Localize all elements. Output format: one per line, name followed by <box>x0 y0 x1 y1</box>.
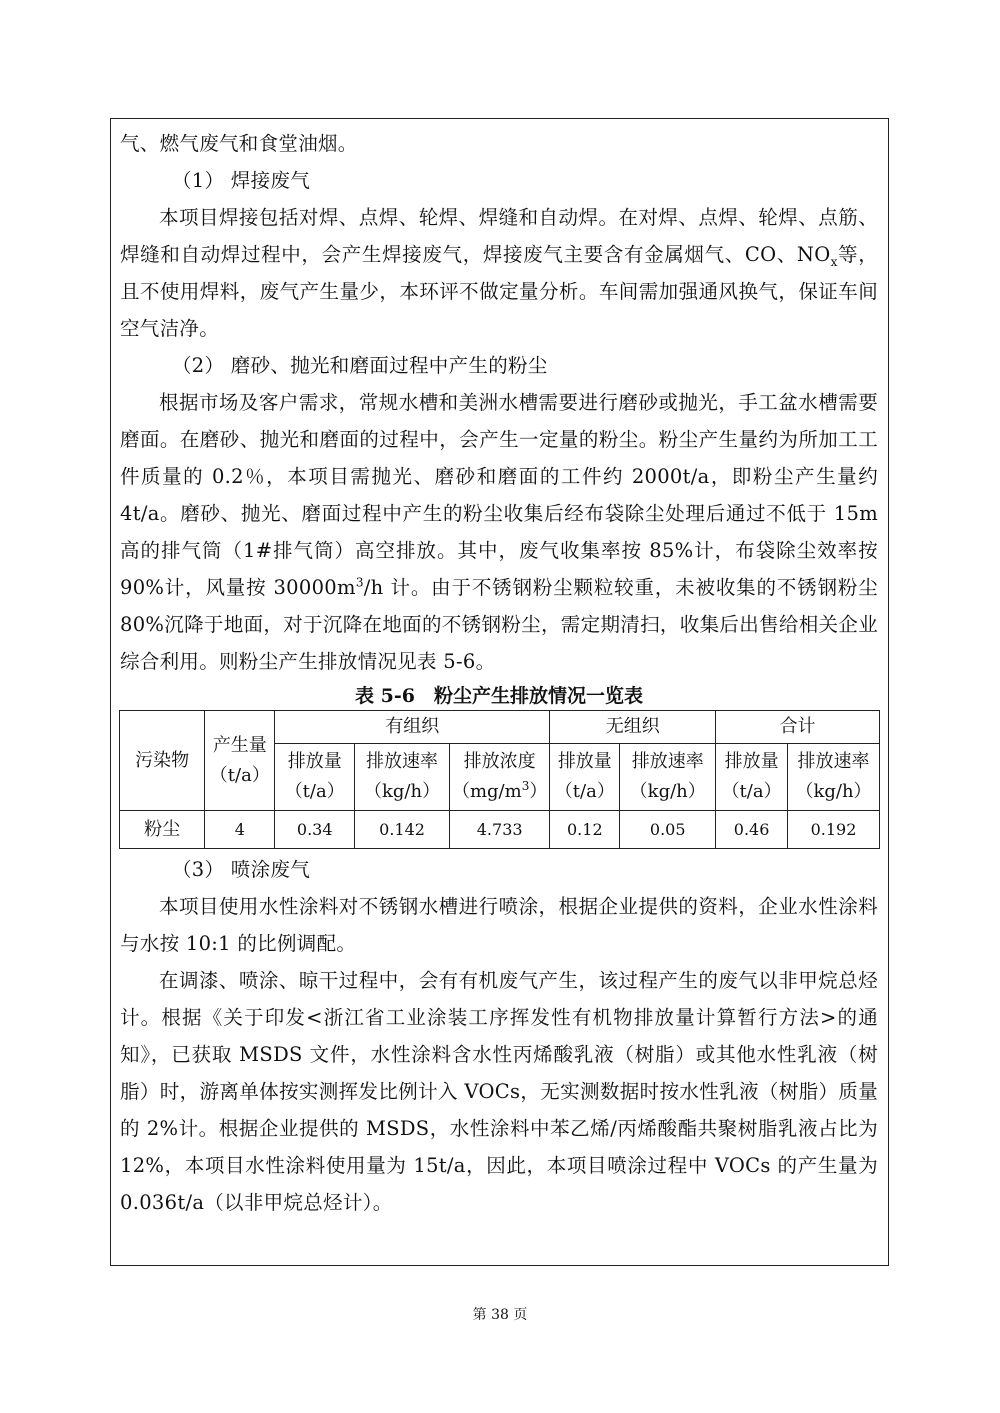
heading-spray-gas: （3） 喷涂废气 <box>172 858 311 881</box>
label: 排放速率 <box>366 751 439 772</box>
header-org-conc <box>449 744 549 811</box>
paragraph-welding-text-a: 本项目焊接包括对焊、点焊、轮焊、焊缝和自动焊。在对焊、点焊、轮焊、点筋、焊缝和自动焊过程中，会产生焊接废气，焊接废气主要含有金属烟气、CO、NO <box>120 206 878 266</box>
unit: （kg/h） <box>795 781 872 802</box>
paragraph-continuation: 气、燃气废气和食堂油烟。 <box>120 132 358 155</box>
m3-superscript: 3 <box>355 575 364 590</box>
header-org-emission <box>275 744 355 811</box>
paragraph-dust-text-a: 根据市场及客户需求，常规水槽和美洲水槽需要进行磨砂或抛光，手工盆水槽需要磨面。在磨砂、抛光和磨面的过程中，会产生一定量的粉尘。粉尘产生量约为所加工工件质量的 0.2％，本项目需抛光、磨砂和磨面的工件约 2000t/a，即粉尘产生量约 4t/a。磨砂、抛光、磨面过程中产生的粉尘收集后经布袋除尘处理后通过不低于 15m 高的排气筒（1#排气筒）高空排放。其中，废气收集率按 85%计，布袋除尘效率按 90%计，风量按 30000m <box>120 391 878 599</box>
unit: （t/a） <box>554 781 615 802</box>
unit: （mg/m <box>451 781 522 802</box>
paragraph-welding <box>120 199 878 347</box>
unit: （kg/h） <box>629 781 706 802</box>
dust-emission-table <box>119 710 880 849</box>
table-row <box>120 811 880 849</box>
header-organized: 有组织 <box>275 711 550 744</box>
label: 排放速率 <box>631 751 704 772</box>
cell-unorg-emission: 0.12 <box>550 811 620 849</box>
paragraph-welding-text-b: 等，且不使用焊料，废气产生量少，本环评不做定量分析。车间需加强通风换气，保证车间空气洁净。 <box>120 243 878 340</box>
label: 排放量 <box>557 751 612 772</box>
page-number: 第 38 页 <box>472 1307 528 1323</box>
unit-close: ） <box>529 781 548 802</box>
nox-subscript: x <box>830 254 838 269</box>
paragraph-spray-coating: 本项目使用水性涂料对不锈钢水槽进行喷涂，根据企业提供的资料，企业水性涂料与水按 10:1 的比例调配。 <box>120 895 878 955</box>
header-unorg-emission <box>550 744 620 811</box>
cell-name: 粉尘 <box>120 811 205 849</box>
paragraph-dust-text-b: /h 计。由于不锈钢粉尘颗粒较重，未被收集的不锈钢粉尘 80%沉降于地面，对于沉降在地面的不锈钢粉尘，需定期清扫，收集后出售给相关企业综合利用。则粉尘产生排放情况见表 5-6。 <box>120 576 878 673</box>
document-body <box>111 119 888 1221</box>
cell-org-conc: 4.733 <box>449 811 549 849</box>
header-production-label: 产生量 <box>212 734 267 756</box>
header-total-rate <box>788 744 880 811</box>
heading-welding-gas: （1） 焊接废气 <box>172 169 311 192</box>
header-pollutant: 污染物 <box>120 711 205 811</box>
label: 排放量 <box>287 751 342 772</box>
unit: （t/a） <box>284 781 345 802</box>
label: 排放量 <box>724 751 779 772</box>
paragraph-vocs: 在调漆、喷涂、晾干过程中，会有有机废气产生，该过程产生的废气以非甲烷总烃计。根据《关于印发<浙江省工业涂装工序挥发性有机物排放量计算暂行方法>的通知》，已获取 MSDS 文件，水性涂料含水性丙烯酸乳液（树脂）或其他水性乳液（树脂）时，游离单体按实测挥发比例计入 VOCs，无实测数据时按水性乳液（树脂）质量的 2%计。根据企业提供的 MSDS，水性涂料中苯乙烯/丙烯酸酯共聚树脂乳液占比为 12%，本项目水性涂料使用量为 15t/a，因此，本项目喷涂过程中 VOCs 的产生量为 0.036t/a（以非甲烷总烃计）。 <box>120 969 878 1214</box>
header-production <box>205 711 275 811</box>
cell-total-rate: 0.192 <box>788 811 880 849</box>
header-org-rate <box>355 744 450 811</box>
unit: （t/a） <box>721 781 782 802</box>
cell-org-emission: 0.34 <box>275 811 355 849</box>
unit: （kg/h） <box>364 781 441 802</box>
heading-dust: （2） 磨砂、抛光和磨面过程中产生的粉尘 <box>172 354 548 377</box>
cell-unorg-rate: 0.05 <box>620 811 716 849</box>
header-unorg-rate <box>620 744 716 811</box>
document-frame <box>110 118 889 1266</box>
table-title: 表 5-6 粉尘产生排放情况一览表 <box>355 685 643 707</box>
unit-sup: 3 <box>521 779 530 793</box>
header-production-unit: （t/a） <box>209 764 270 786</box>
cell-org-rate: 0.142 <box>355 811 450 849</box>
header-total-emission <box>716 744 788 811</box>
cell-total-emission: 0.46 <box>716 811 788 849</box>
header-unorganized: 无组织 <box>550 711 716 744</box>
paragraph-dust <box>120 384 878 680</box>
label: 排放浓度 <box>463 751 536 772</box>
table-header-row-1 <box>120 711 880 744</box>
cell-production: 4 <box>205 811 275 849</box>
header-total: 合计 <box>716 711 880 744</box>
label: 排放速率 <box>797 751 870 772</box>
